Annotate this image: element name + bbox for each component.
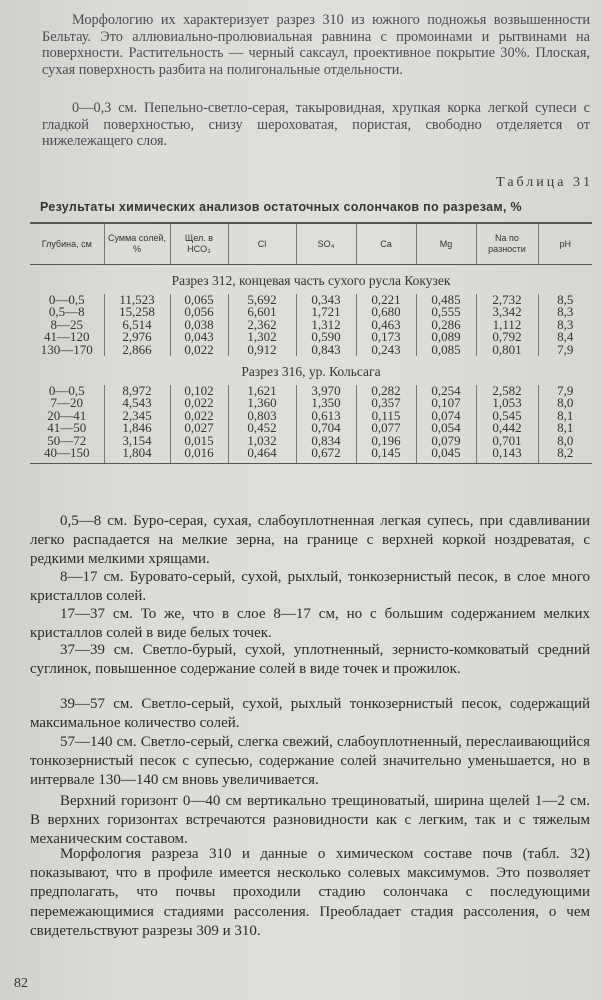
body-paragraph-8: Морфология разреза 310 и данные о химическом составе почв (табл. 32) показывают, что в профиле имеется несколько солевых максимумов. Это позволяет предполагать, что почвы проходили стадию солончака с последующими перемежающимися стадиями рассоления. Преобладает стадия рассоления, о чем свидетельствуют разрезы 309 и 310. [30,846,590,939]
table-cell: 0,089 [416,331,476,344]
body-paragraph-5: 39—57 см. Светло-серый, сухой, рыхлый тонкозернистый песок, содержащий максимальное количество солей. [30,696,590,732]
header-salt-sum: Сумма солей, % [104,223,170,265]
table-cell: 8,3 [538,319,592,332]
table-cell: 0,912 [228,344,296,357]
table-cell: 0,254 [416,385,476,398]
table-cell: 130—170 [40,341,93,357]
table-cell: 1,721 [296,306,356,319]
table-cell: 1,350 [296,397,356,410]
table-cell: 0,015 [170,435,228,448]
table-cell: 0,243 [356,344,416,357]
table-cell: 7,9 [538,385,592,398]
table-cell: 0,801 [476,344,538,357]
table-cell: 11,523 [104,294,170,307]
table-cell: 0,079 [416,435,476,448]
header-ca: Ca [356,223,416,265]
header-depth: Глубина, см [30,223,104,265]
table-cell: 0,792 [476,331,538,344]
table-cell: 0,102 [170,385,228,398]
table-cell: 0,613 [296,410,356,423]
table-cell: 0,065 [170,294,228,307]
table-cell: 0,085 [416,344,476,357]
table-cell: 3,970 [296,385,356,398]
table-cell: 0,843 [296,344,356,357]
table-title: Результаты химических анализов остаточных солончаков по разрезам, % [40,200,522,214]
table-cell: 50—72 [47,432,87,448]
table-body [30,265,592,464]
table-section-row [30,356,592,385]
table-cell: 8,4 [538,331,592,344]
table-cell: 8,0 [538,397,592,410]
table-cell: 8,1 [538,410,592,423]
table-cell: 0—0,5 [48,291,85,307]
table-cell: 0,173 [356,331,416,344]
table-cell: 0,077 [356,422,416,435]
table-cell: 0,022 [170,397,228,410]
table-cell: 0,022 [170,410,228,423]
table-cell: 8,1 [538,422,592,435]
table-cell: 0,701 [476,435,538,448]
table-cell: 0,803 [228,410,296,423]
table-cell: 20—41 [47,407,87,423]
table-cell: 7,9 [538,344,592,357]
table-cell: 6,514 [104,319,170,332]
body-paragraph-3: 17—37 см. То же, что в слое 8—17 см, но с большим содержанием мелких кристаллов солей в виде белых точек. [30,606,590,642]
table-cell: 8,2 [538,447,592,463]
table-cell: 8,972 [104,385,170,398]
table-cell: 0,463 [356,319,416,332]
table-cell: 1,360 [228,397,296,410]
header-alkalinity: Щел. в HCO₃ [170,223,228,265]
table-cell: 0,452 [228,422,296,435]
table-cell: 6,601 [228,306,296,319]
table-cell: 0,056 [170,306,228,319]
header-so4: SO₄ [296,223,356,265]
table-cell: 0,485 [416,294,476,307]
table-cell: 0,834 [296,435,356,448]
table-cell: 4,543 [104,397,170,410]
table-cell: 1,846 [104,422,170,435]
table-cell: 0,027 [170,422,228,435]
header-ph: pH [538,223,592,265]
table-cell: 2,362 [228,319,296,332]
table-cell: 8,3 [538,306,592,319]
table-cell: 1,312 [296,319,356,332]
table-cell: 8,0 [538,435,592,448]
table-cell: 0,357 [356,397,416,410]
table-cell: 41—50 [47,420,87,435]
table-cell: 3,342 [476,306,538,319]
table-cell: 1,804 [104,447,170,463]
header-mg: Mg [416,223,476,265]
table-cell: 0,145 [356,447,416,463]
table-cell: 0,282 [356,385,416,398]
table-row [30,344,592,357]
table-cell: 1,112 [476,319,538,332]
table-cell: 0,016 [170,447,228,463]
table-cell: 0,074 [416,410,476,423]
table-cell: 2,976 [104,331,170,344]
header-cl: Cl [228,223,296,265]
table-number: Таблица 31 [496,175,593,190]
intro-paragraph-1: Морфологию их характеризует разрез 310 из южного подножья возвышенности Бельтау. Это аллювиально-пролювиальная равнина с промоинами и рытвинами на поверхности. Растительность — черный саксаул, проективное покрытие 30%. Плоская, сухая поверхность разбита на полигональные отдельности. [42,12,590,78]
table-cell: 0—0,5 [48,382,85,398]
table-cell: 2,866 [104,344,170,357]
table-cell: 0,5—8 [48,304,85,319]
table-section-row [30,265,592,294]
table-cell: 0,054 [416,422,476,435]
table-cell: 1,302 [228,331,296,344]
table-cell: 8—25 [50,316,83,332]
table-cell: 0,107 [416,397,476,410]
body-paragraph-2: 8—17 см. Буровато-серый, сухой, рыхлый, тонкозернистый песок, в слое много кристаллов солей. [30,569,590,605]
table-cell: 7—20 [50,395,83,410]
table-cell: 0,555 [416,306,476,319]
table-cell: 0,590 [296,331,356,344]
table-cell: 2,345 [104,410,170,423]
chemical-analysis-table [30,222,592,464]
table-cell: 3,154 [104,435,170,448]
table-cell: 40—150 [30,447,104,463]
header-na: Na по разности [476,223,538,265]
table-cell: 1,621 [228,385,296,398]
table-cell: 0,442 [476,422,538,435]
table-cell: 0,115 [356,410,416,423]
table-cell: 0,343 [296,294,356,307]
body-paragraph-7: Верхний горизонт 0—40 см вертикально трещиноватый, ширина щелей 1—2 см. В верхних горизонтах встречаются разновидности как с легким, так и с тяжелым механическим составом. [30,793,590,848]
table-cell: 1,053 [476,397,538,410]
table-cell: 2,582 [476,385,538,398]
table-header-row [30,223,592,265]
body-paragraph-6: 57—140 см. Светло-серый, слегка свежий, слабоуплотненный, переслаивающийся тонкозернистый песок с супесью, содержание солей значительно уменьшается, но в интервале 130—140 см вновь увеличивается. [30,734,590,789]
intro-paragraph-2: 0—0,3 см. Пепельно-светло-серая, такыровидная, хрупкая корка легкой супеси с гладкой поверхностью, снизу шероховатая, пористая, свободно отделяется от нижележащего слоя. [42,100,590,150]
table-cell: 0,704 [296,422,356,435]
table-cell: 0,045 [416,447,476,463]
body-paragraph-4: 37—39 см. Светло-бурый, сухой, уплотненный, зернисто-комковатый средний суглинок, повышенное содержание солей в виде точек и прожилок. [30,642,590,678]
table-cell: 15,258 [104,306,170,319]
table-cell: 0,221 [356,294,416,307]
body-paragraph-1: 0,5—8 см. Буро-серая, сухая, слабоуплотненная легкая супесь, при сдавливании легко распадается на мелкие зерна, на границе с верхней коркой ноздреватая, с редкими мелкими хрящами. [30,513,590,568]
table-cell: 8,5 [538,294,592,307]
table-cell: 0,464 [228,447,296,463]
table-cell: 1,032 [228,435,296,448]
table-cell: 41—120 [44,329,90,344]
table-cell: 0,672 [296,447,356,463]
page-number: 82 [14,976,28,991]
table-cell: 2,732 [476,294,538,307]
section-title: Разрез 316, ур. Кольсага [241,364,381,379]
table-cell: 0,545 [476,410,538,423]
table-row [30,447,592,463]
table-cell: 0,286 [416,319,476,332]
section-title: Разрез 312, концевая часть сухого русла Кокузек [171,273,451,288]
table-cell: 0,680 [356,306,416,319]
table-cell: 0,196 [356,435,416,448]
table-cell: 0,043 [170,331,228,344]
table-cell: 0,038 [170,319,228,332]
table-cell: 0,022 [170,344,228,357]
table-cell: 5,692 [228,294,296,307]
table-cell: 0,143 [476,447,538,463]
